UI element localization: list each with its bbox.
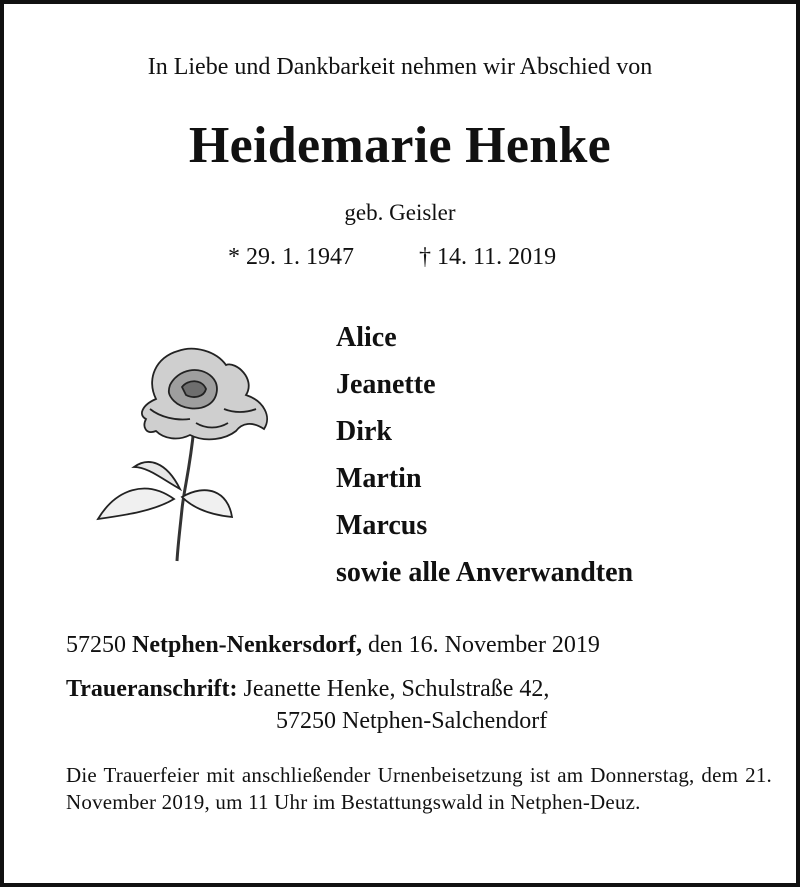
place-postcode: 57250 (66, 632, 126, 658)
birth-name: geb. Geisler (344, 200, 456, 225)
mourner-name: Jeanette (336, 369, 436, 400)
place-name: Netphen-Nenkersdorf, (132, 632, 362, 658)
mourner-relatives: sowie alle Anverwandten (336, 557, 634, 588)
death-date: † 14. 11. 2019 (419, 244, 557, 270)
deceased-name: Heidemarie Henke (188, 117, 612, 174)
address-line-1: Jeanette Henke, Schulstraße 42, (243, 676, 550, 702)
mourners-list (336, 314, 633, 596)
address-line-2: 57250 Netphen-Salchendorf (276, 708, 548, 734)
rose-icon (86, 339, 286, 569)
funeral-notice: Die Trauerfeier mit anschließender Urnenbeisetzung ist am Donnerstag, dem 21. November 2019, um 11 Uhr im Bestattungswald in Netphen-Deuz. (66, 763, 772, 814)
mourner-name: Alice (336, 322, 397, 353)
intro-line: In Liebe und Dankbarkeit nehmen wir Abschied von (147, 54, 653, 80)
birth-date: * 29. 1. 1947 (228, 244, 354, 270)
mourner-name: Dirk (336, 416, 392, 447)
notice-date: den 16. November 2019 (367, 632, 600, 658)
mourner-name: Martin (336, 463, 422, 494)
mourning-address (66, 676, 549, 703)
mourner-name: Marcus (336, 510, 428, 541)
place-date-line (66, 632, 600, 659)
address-label: Traueranschrift: (66, 676, 238, 702)
